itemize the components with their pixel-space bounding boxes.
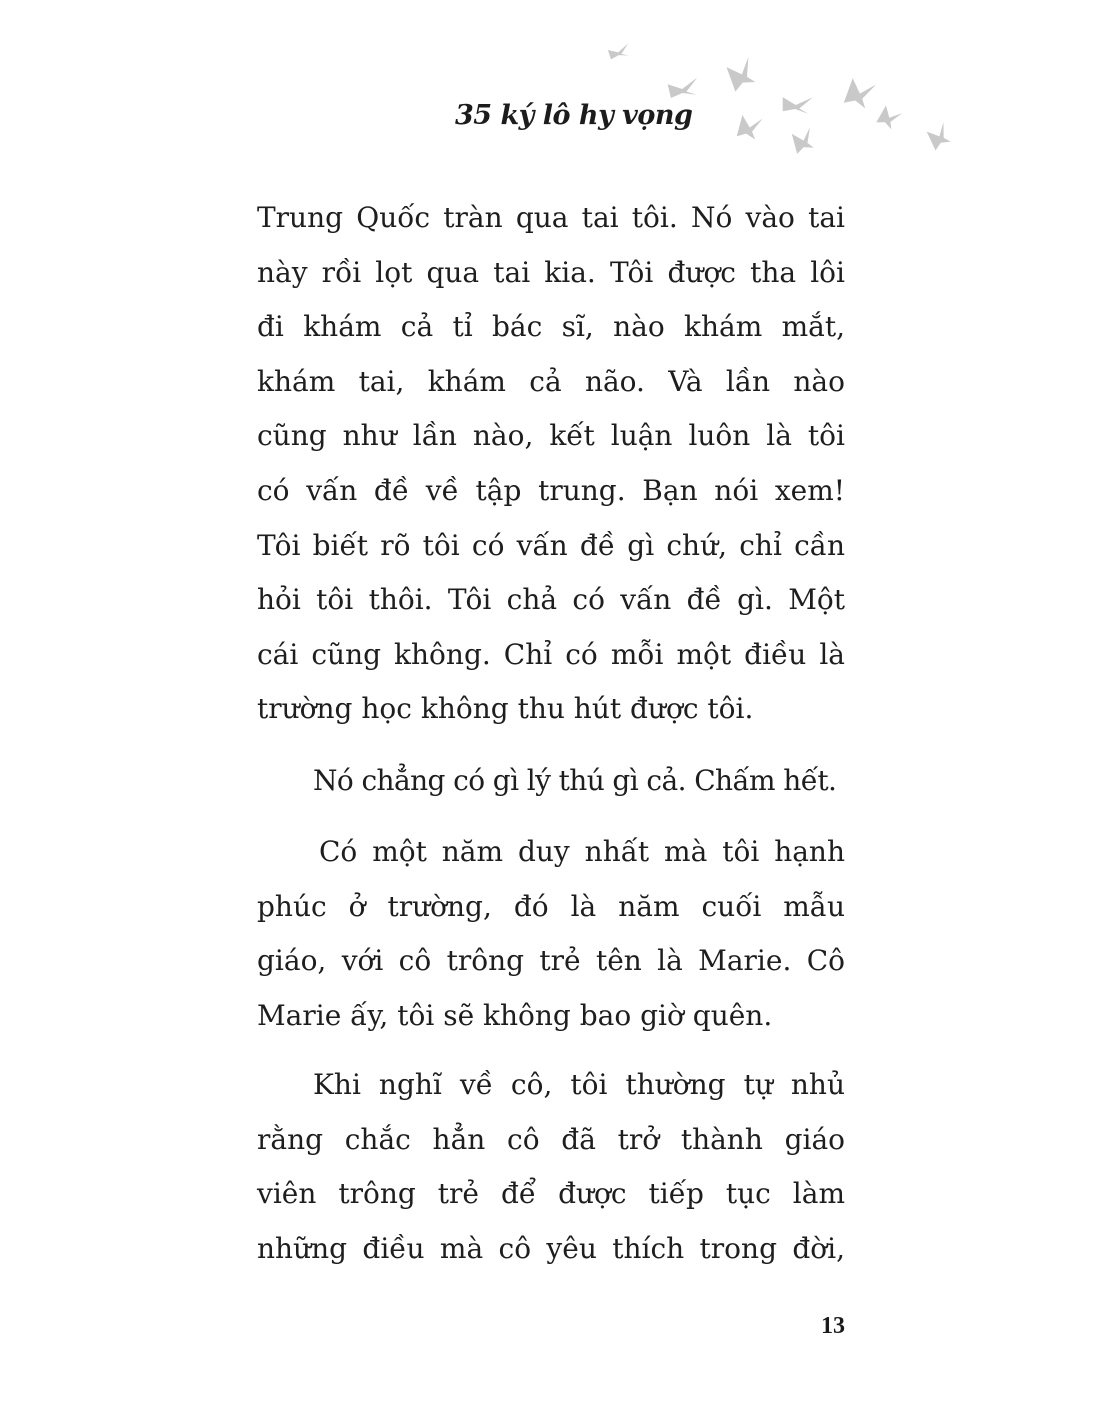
text-line: phúc ở trường, đó là năm cuối mẫu (257, 889, 845, 923)
text-line: có vấn đề về tập trung. Bạn nói xem! (257, 473, 845, 507)
text-line: khám tai, khám cả não. Và lần nào (257, 364, 845, 398)
text-line: đi khám cả tỉ bác sĩ, nào khám mắt, (257, 310, 845, 344)
text-line: viên trông trẻ để được tiếp tục làm (257, 1177, 845, 1211)
paragraph-4 (257, 1058, 845, 1276)
text-line: giáo, với cô trông trẻ tên là Marie. Cô (257, 944, 845, 978)
text-line: Nó chẳng có gì lý thú gì cả. Chấm hết. (313, 764, 837, 797)
text-line: cái cũng không. Chỉ có mỗi một điều là (257, 637, 845, 671)
page-header-title: 35 ký lô hy vọng (455, 100, 693, 131)
text-line: Tôi biết rõ tôi có vấn đề gì chứ, chỉ cần (257, 528, 845, 562)
paragraph-3 (257, 825, 845, 1043)
text-line: Trung Quốc tràn qua tai tôi. Nó vào tai (257, 201, 845, 234)
text-line: trường học không thu hút được tôi. (257, 692, 754, 726)
page-number: 13 (821, 1313, 845, 1339)
text-line: Khi nghĩ về cô, tôi thường tự nhủ (313, 1068, 845, 1101)
text-line: hỏi tôi thôi. Tôi chả có vấn đề gì. Một (257, 583, 845, 617)
paragraph-1 (257, 191, 845, 737)
flying-birds-icon (590, 35, 960, 165)
paragraph-2 (257, 754, 845, 809)
text-line: rằng chắc hẳn cô đã trở thành giáo (257, 1122, 845, 1156)
text-line: này rồi lọt qua tai kia. Tôi được tha lôi (257, 255, 845, 289)
text-line: Có một năm duy nhất mà tôi hạnh (319, 835, 845, 868)
text-line: những điều mà cô yêu thích trong đời, (257, 1231, 845, 1265)
text-line: cũng như lần nào, kết luận luôn là tôi (257, 419, 845, 453)
text-line: Marie ấy, tôi sẽ không bao giờ quên. (257, 998, 773, 1032)
